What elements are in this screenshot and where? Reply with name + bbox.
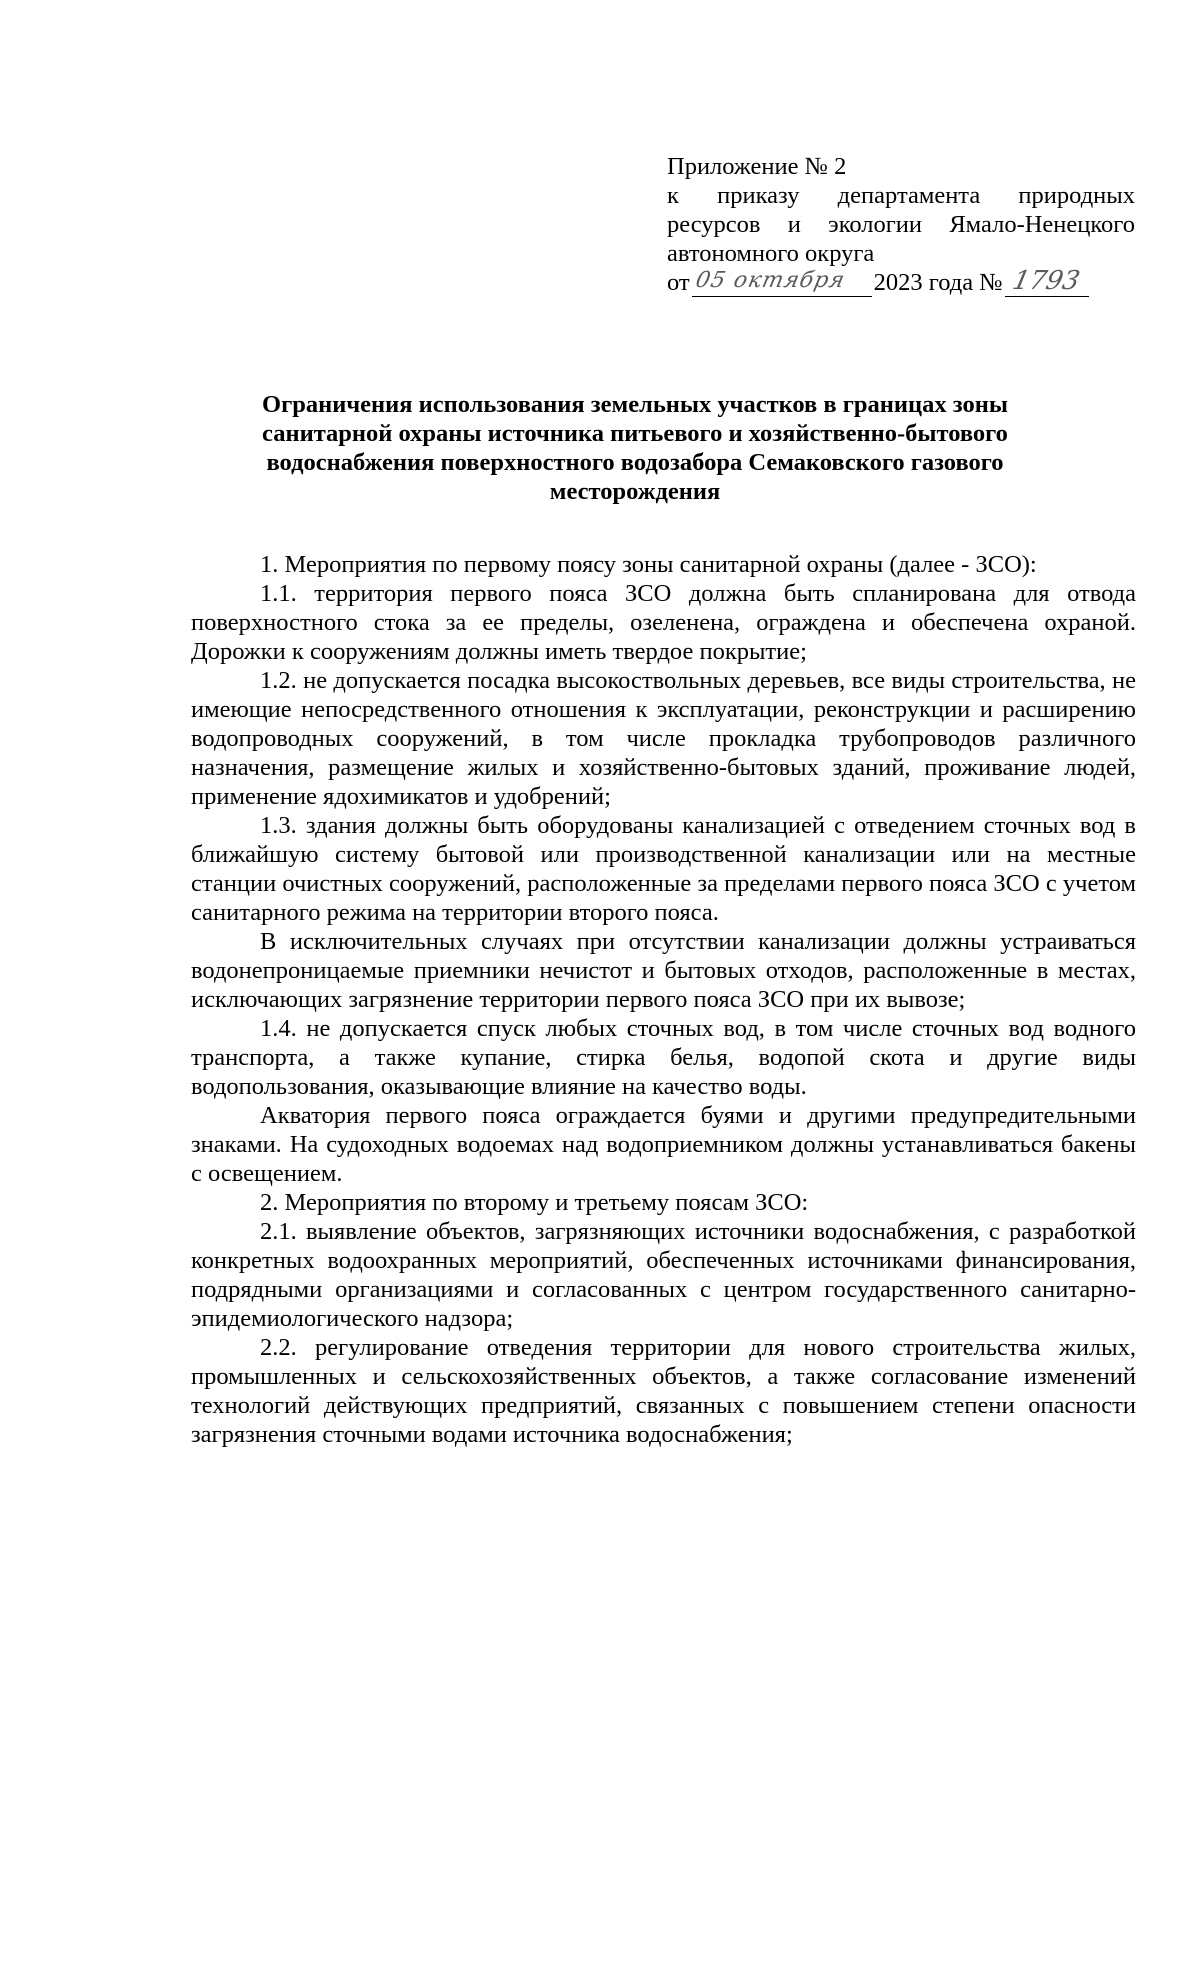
- paragraph-water-area: Акватория первого пояса ограждается буями и другими предупредительными знаками. На судоходных водоемах над водоприемником должны устанавливаться бакены с освещением.: [191, 1102, 1136, 1187]
- title-line-2: санитарной охраны источника питьевого и хозяйственно-бытового: [262, 420, 1008, 447]
- appendix-line-1: к приказу департамента природных: [667, 182, 1135, 209]
- order-date-line: [667, 268, 1135, 297]
- handwritten-number: 1793: [1009, 266, 1083, 296]
- paragraph-exceptional-cases: В исключительных случаях при отсутствии канализации должны устраиваться водонепроницаемые приемники нечистот и бытовых отходов, расположенные в местах, исключающих загрязнение территории первого пояса ЗСО при их вывозе;: [191, 928, 1136, 1013]
- handwritten-number-field: [1005, 266, 1089, 297]
- document-title: [190, 390, 1080, 506]
- paragraph-1-2: 1.2. не допускается посадка высокоствольных деревьев, все виды строительства, не имеющие непосредственного отношения к эксплуатации, реконструкции и расширению водопроводных сооружений, в том числе прокладка трубопроводов различного назначения, размещение жилых и хозяйственно-бытовых зданий, проживание людей, применение ядохимикатов и удобрений;: [191, 667, 1136, 810]
- title-line-4: месторождения: [549, 478, 721, 505]
- year-text: 2023 года №: [873, 269, 1003, 296]
- document-body: [191, 550, 1136, 1449]
- paragraph-1: 1. Мероприятия по первому поясу зоны санитарной охраны (далее - ЗСО):: [260, 551, 1037, 578]
- paragraph-2: 2. Мероприятия по второму и третьему поясам ЗСО:: [260, 1189, 809, 1216]
- paragraph-2-2: 2.2. регулирование отведения территории для нового строительства жилых, промышленных и сельскохозяйственных объектов, а также согласование изменений технологий действующих предприятий, связанных с повышением степени опасности загрязнения сточными водами источника водоснабжения;: [191, 1334, 1136, 1448]
- paragraph-1-3: 1.3. здания должны быть оборудованы канализацией с отведением сточных вод в ближайшую систему бытовой или производственной канализации или на местные станции очистных сооружений, расположенные за пределами первого пояса ЗСО с учетом санитарного режима на территории второго пояса.: [191, 812, 1136, 926]
- handwritten-date-field: [692, 270, 872, 297]
- paragraph-1-1: 1.1. территория первого пояса ЗСО должна быть спланирована для отвода поверхностного стока за ее пределы, озеленена, ограждена и обеспечена охраной. Дорожки к сооружениям должны иметь твердое покрытие;: [191, 580, 1136, 665]
- title-line-3: водоснабжения поверхностного водозабора Семаковского газового: [266, 449, 1004, 476]
- title-line-1: Ограничения использования земельных участков в границах зоны: [262, 391, 1008, 418]
- appendix-line-3: автономного округа: [667, 240, 875, 267]
- handwritten-date: 05 октября: [692, 268, 848, 293]
- date-prefix: от: [667, 269, 690, 296]
- appendix-line-2: ресурсов и экологии Ямало-Ненецкого: [667, 211, 1135, 238]
- paragraph-1-4: 1.4. не допускается спуск любых сточных вод, в том числе сточных вод водного транспорта, а также купание, стирка белья, водопой скота и другие виды водопользования, оказывающие влияние на качество воды.: [191, 1015, 1136, 1100]
- appendix-title: Приложение № 2: [667, 153, 847, 180]
- appendix-header: [667, 152, 1135, 297]
- paragraph-2-1: 2.1. выявление объектов, загрязняющих источники водоснабжения, с разработкой конкретных водоохранных мероприятий, обеспеченных источниками финансирования, подрядными организациями и согласованных с центром государственного санитарно-эпидемиологического надзора;: [191, 1218, 1136, 1332]
